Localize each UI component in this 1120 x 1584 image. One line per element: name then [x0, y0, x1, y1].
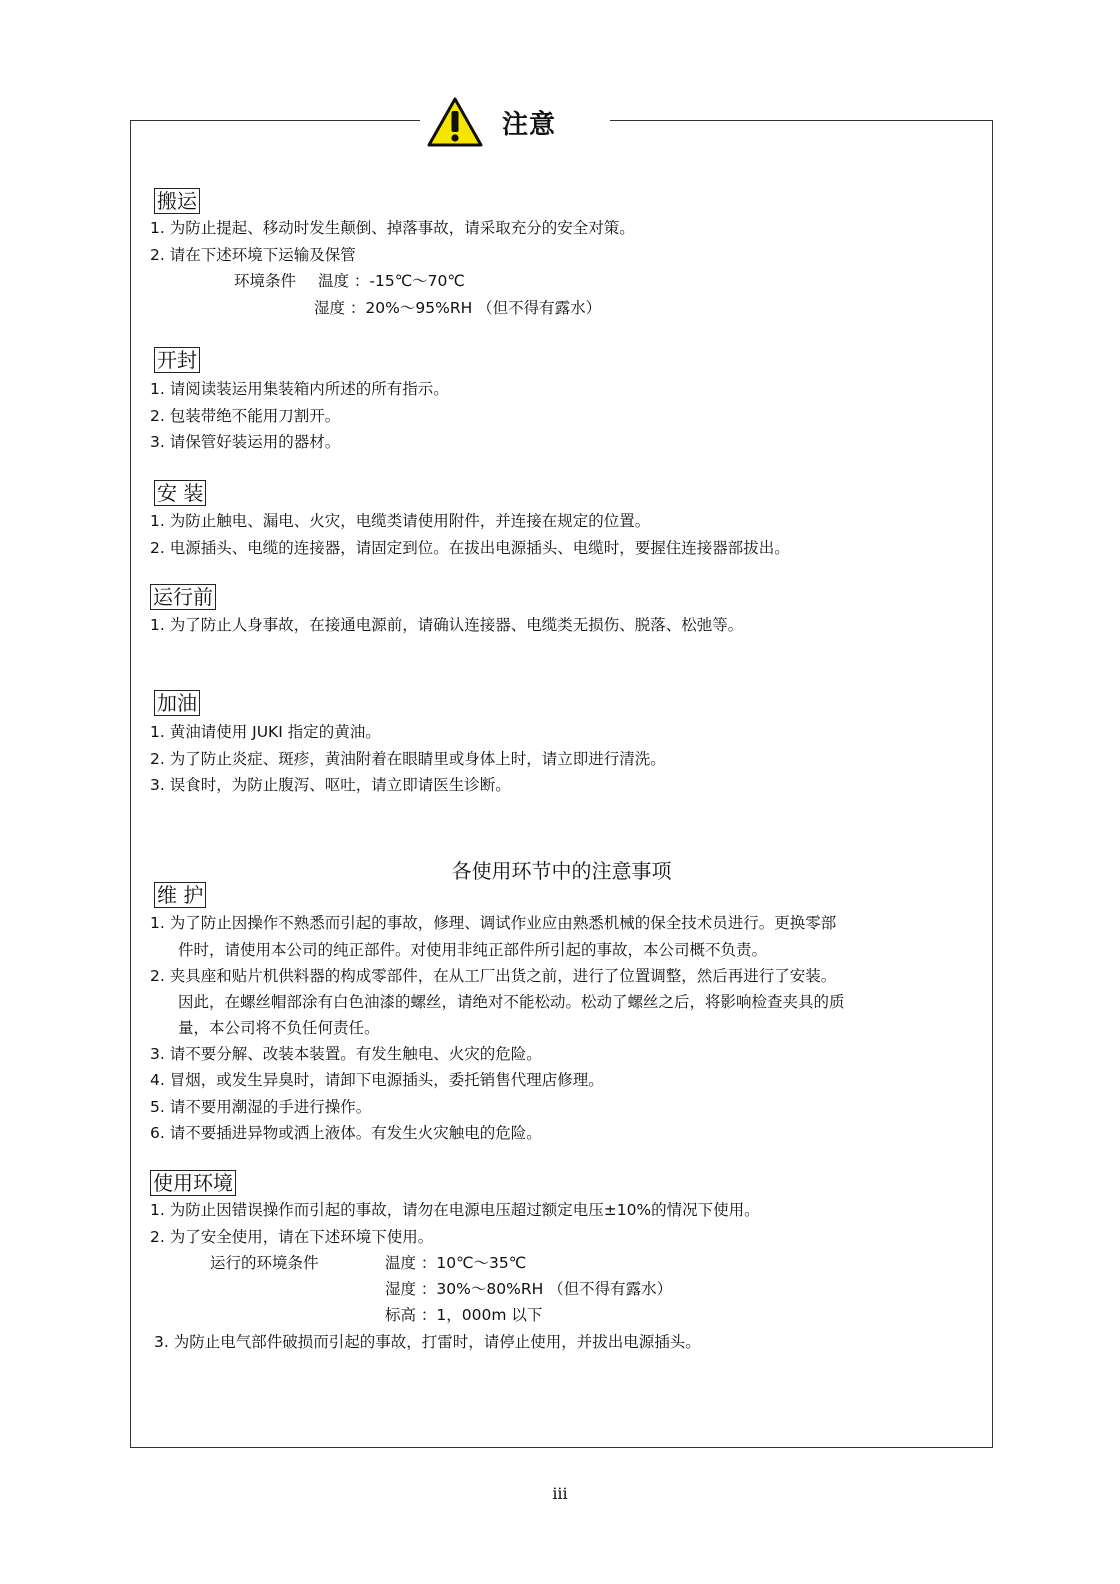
maintenance-item-2c: 量，本公司将不负任何责任。: [178, 1019, 380, 1037]
environment-env-label: 运行的环境条件: [210, 1254, 319, 1272]
notice-title: 注意: [502, 109, 557, 140]
unpack-item-2: 2. 包装带绝不能用刀割开。: [150, 407, 341, 425]
page-number: iii: [552, 1484, 568, 1503]
environment-item-3: 3. 为防止电气部件破损而引起的事故，打雷时，请停止使用，并拔出电源插头。: [154, 1333, 701, 1351]
before-run-item-1: 1. 为了防止人身事故，在接通电源前，请确认连接器、电缆类无损伤、脱落、松弛等。: [150, 616, 744, 634]
unpack-item-1: 1. 请阅读装运用集装箱内所述的所有指示。: [150, 380, 449, 398]
unpack-item-3: 3. 请保管好装运用的器材。: [150, 433, 341, 451]
oil-item-3: 3. 误食时，为防止腹泻、呕吐，请立即请医生诊断。: [150, 776, 511, 794]
environment-altitude: 标高 ：1，000m 以下: [385, 1306, 543, 1324]
section-title-environment: 使用环境: [150, 1170, 236, 1196]
environment-temp: 温度 ：10℃～35℃: [385, 1254, 527, 1272]
transport-temp: 温度 ：-15℃～70℃: [318, 272, 465, 290]
maintenance-item-2b: 因此，在螺丝帽部涂有白色油漆的螺丝，请绝对不能松动。松动了螺丝之后，将影响检查夹具的质: [178, 993, 845, 1011]
section-title-maintenance: 维 护: [154, 882, 206, 908]
transport-humidity: 湿度 ：20%～95%RH （但不得有露水）: [314, 299, 602, 317]
environment-item-1: 1. 为防止因错误操作而引起的事故，请勿在电源电压超过额定电压±10%的情况下使用。: [150, 1201, 760, 1219]
transport-item-2: 2. 请在下述环境下运输及保管: [150, 246, 356, 264]
maintenance-item-4: 4. 冒烟，或发生异臭时，请卸下电源插头，委托销售代理店修理。: [150, 1071, 604, 1089]
section-title-before-run: 运行前: [150, 584, 216, 610]
section-title-unpack: 开封: [154, 347, 200, 373]
install-item-1: 1. 为防止触电、漏电、火灾，电缆类请使用附件，并连接在规定的位置。: [150, 512, 651, 530]
maintenance-item-2a: 2. 夹具座和贴片机供料器的构成零部件，在从工厂出货之前，进行了位置调整，然后再进行了安装。: [150, 967, 837, 985]
maintenance-item-1b: 件时，请使用本公司的纯正部件。对使用非纯正部件所引起的事故，本公司概不负责。: [178, 941, 768, 959]
maintenance-item-3: 3. 请不要分解、改装本装置。有发生触电、火灾的危险。: [150, 1045, 542, 1063]
usage-notes-title: 各使用环节中的注意事项: [451, 859, 672, 883]
transport-env-label: 环境条件: [234, 272, 297, 290]
transport-item-1: 1. 为防止提起、移动时发生颠倒、掉落事故，请采取充分的安全对策。: [150, 219, 635, 237]
oil-item-2: 2. 为了防止炎症、斑疹，黄油附着在眼睛里或身体上时，请立即进行清洗。: [150, 750, 666, 768]
section-title-transport: 搬运: [154, 188, 200, 214]
environment-humidity: 湿度 ：30%～80%RH （但不得有露水）: [385, 1280, 673, 1298]
notice-header: [420, 96, 610, 148]
environment-item-2: 2. 为了安全使用，请在下述环境下使用。: [150, 1228, 434, 1246]
maintenance-item-1a: 1. 为了防止因操作不熟悉而引起的事故，修理、调试作业应由熟悉机械的保全技术员进行。更换零部: [150, 914, 837, 932]
maintenance-item-6: 6. 请不要插进异物或洒上液体。有发生火灾触电的危险。: [150, 1124, 542, 1142]
section-title-oil: 加油: [154, 690, 200, 716]
install-item-2: 2. 电源插头、电缆的连接器，请固定到位。在拔出电源插头、电缆时，要握住连接器部拔出。: [150, 539, 790, 557]
oil-item-1: 1. 黄油请使用 JUKI 指定的黄油。: [150, 723, 381, 741]
section-title-install: 安 装: [154, 480, 206, 506]
maintenance-item-5: 5. 请不要用潮湿的手进行操作。: [150, 1098, 372, 1116]
warning-icon: [426, 96, 484, 148]
